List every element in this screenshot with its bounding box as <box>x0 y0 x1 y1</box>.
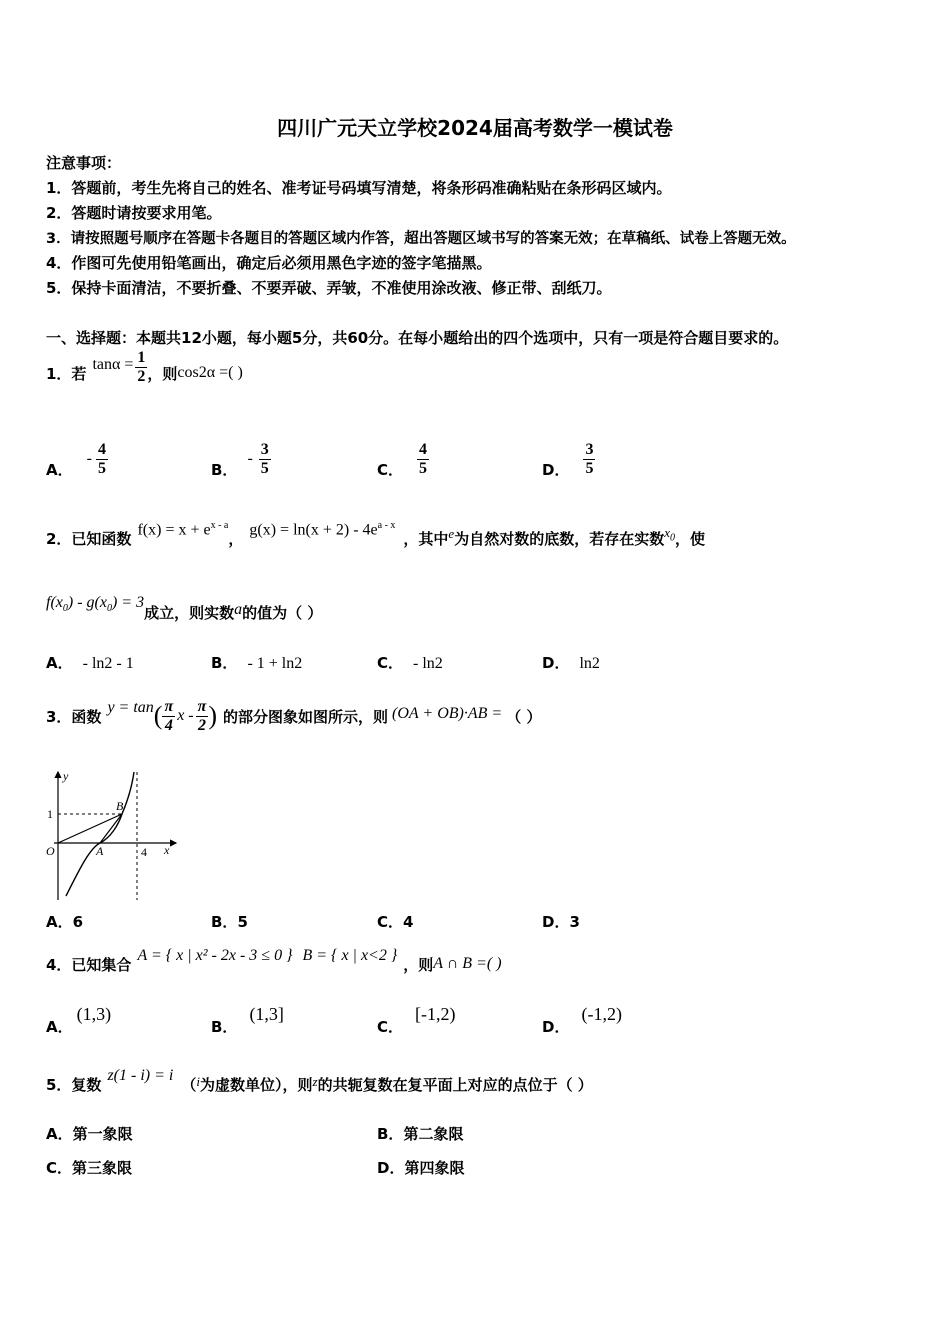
q2-g: $g(x) = \ln(x + 2) - 4e^{a - x}$ <box>249 520 396 539</box>
q5-option-b[interactable]: B．第二象限 <box>377 1125 464 1143</box>
q1-options <box>46 436 906 486</box>
q1-option-a[interactable]: A． - $\frac{4}{5}$ <box>46 440 106 479</box>
q4-set-a: A = { x | x² - 2x - 3 ≤ 0 } <box>137 947 293 964</box>
notice-heading: 注意事项： <box>46 154 122 172</box>
question-1 <box>46 350 243 396</box>
q3-number: 3．函数 <box>46 707 102 726</box>
q5-option-a[interactable]: A．第一象限 <box>46 1125 133 1143</box>
q2-options <box>46 652 906 676</box>
q2-option-a[interactable]: A． - ln2 - 1 <box>46 654 134 672</box>
q5-number: 5．复数 <box>46 1075 102 1094</box>
q2-number: 2．已知函数 <box>46 529 132 548</box>
graph-point-a: A <box>96 844 104 858</box>
notice-item: 1．答题前，考生先将自己的姓名、准考证号码填写清楚，将条形码准确粘贴在条形码区域内。 <box>46 179 672 197</box>
question-4: 4．已知集合 A = { x | x² - 2x - 3 ≤ 0 } B = { x | x<2 } ，则 A ∩ B =( ) <box>46 947 502 974</box>
q4-option-c[interactable]: C．[-1,2) <box>377 1004 456 1036</box>
q1-fraction: $\frac{1}{2}$ <box>137 348 146 385</box>
q3-graph <box>40 768 180 902</box>
q4-options <box>46 1004 906 1036</box>
graph-y-label: y <box>63 769 69 783</box>
question-5: 5．复数 z(1 - i) = i （ i 为虚数单位），则 z 的共轭复数在复平面上对应的点位于（ ） <box>46 1067 593 1094</box>
q2-option-b[interactable]: B． - 1 + ln2 <box>211 654 303 672</box>
q3-vector: (OA + OB)·AB = <box>392 705 503 722</box>
notice-item: 3．请按照题号顺序在答题卡各题目的答题区域内作答，超出答题区域书写的答案无效；在草稿纸、试卷上答题无效。 <box>46 231 796 247</box>
q4-ask: A ∩ B =( ) <box>433 955 502 972</box>
q4-option-a[interactable]: A．(1,3) <box>46 1004 112 1036</box>
q3-option-c[interactable]: C．4 <box>377 913 414 931</box>
q3-option-a[interactable]: A．6 <box>46 913 84 931</box>
notice-item: 2．答题时请按要求用笔。 <box>46 204 222 222</box>
q1-condition: tanα = <box>92 356 134 373</box>
graph-x-label: x <box>164 843 170 857</box>
notice-item: 4．作图可先使用铅笔画出，确定后必须用黑色字迹的签字笔描黑。 <box>46 254 492 272</box>
q5-equation: z(1 - i) = i <box>107 1067 174 1084</box>
q5-option-d[interactable]: D．第四象限 <box>377 1159 465 1177</box>
page-title: 四川广元天立学校2024届高考数学一模试卷 <box>277 116 673 140</box>
section-heading: 一、选择题：本题共12小题，每小题5分，共60分。在每小题给出的四个选项中，只有一项是符合题目要求的。 <box>46 329 789 347</box>
q1-separator: ，则 <box>147 364 178 383</box>
q4-set-b: B = { x | x<2 } <box>302 947 398 964</box>
q5-option-c[interactable]: C．第三象限 <box>46 1159 133 1177</box>
graph-tick-1: 1 <box>47 807 53 821</box>
question-2-line2: $f(x_0) - g(x_0) = 3$ 成立，则实数 a 的值为（ ） <box>46 593 323 622</box>
q4-option-d[interactable]: D．(-1,2) <box>542 1004 622 1036</box>
q1-option-c[interactable]: C． $\frac{4}{5}$ <box>377 440 428 479</box>
question-3: 3．函数 y = tan ( $\frac{\pi}{4}$ x - $\frac{\pi}{2}$ ) 的部分图象如图所示，则 (OA + OB)·AB = （ ） <box>46 697 542 734</box>
q3-option-d[interactable]: D．3 <box>542 913 580 931</box>
q4-number: 4．已知集合 <box>46 955 132 974</box>
segment-ob <box>58 814 122 843</box>
q4-option-b[interactable]: B．(1,3] <box>211 1004 284 1036</box>
graph-tick-4: 4 <box>141 845 147 859</box>
tan-curve <box>66 772 134 896</box>
q3-option-b[interactable]: B．5 <box>211 913 248 931</box>
q2-option-d[interactable]: D． ln2 <box>542 654 600 672</box>
notice-item: 5．保持卡面清洁，不要折叠、不要弄破、弄皱，不准使用涂改液、修正带、刮纸刀。 <box>46 279 612 297</box>
q1-option-d[interactable]: D． $\frac{3}{5}$ <box>542 440 594 479</box>
q3-options <box>46 911 906 935</box>
q2-f: $f(x) = x + e^{x - a}$ <box>137 520 229 539</box>
graph-point-b: B <box>116 799 124 813</box>
question-2: 2．已知函数 $f(x) = x + e^{x - a}$ ， $g(x) = \ln(x + 2) - 4e^{a - x}$ ，其中 e 为自然对数的底数，若存在实数 $x_0$ ，使 <box>46 520 706 548</box>
q1-number: 1．若 <box>46 364 87 383</box>
q1-option-b[interactable]: B． - $\frac{3}{5}$ <box>211 440 269 479</box>
q1-ask: cos2α =( ) <box>177 364 243 381</box>
graph-origin: O <box>46 844 55 858</box>
q2-option-c[interactable]: C． - ln2 <box>377 654 443 672</box>
